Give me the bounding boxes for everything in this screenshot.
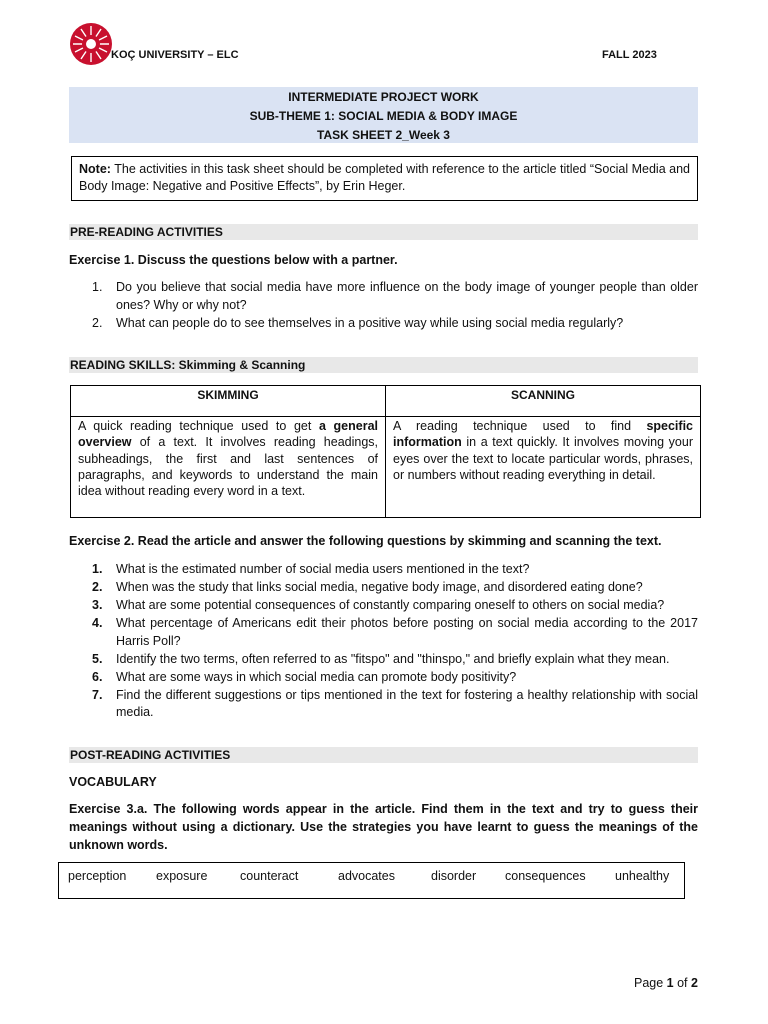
vocab-word: counteract [240,869,299,883]
list-item: 1. Do you believe that social media have more influence on the body image of younger people than older ones? Why or why not? [92,280,698,312]
post-reading-heading: POST-READING ACTIVITIES [69,747,698,763]
list-item: 7. Find the different suggestions or tips mentioned in the text for fostering a healthy relationship with social media. [92,687,698,719]
title-line-2: SUB-THEME 1: SOCIAL MEDIA & BODY IMAGE [249,109,518,123]
vocab-word: advocates [338,869,395,883]
term-label: FALL 2023 [602,49,657,61]
list-item: 1. What is the estimated number of social media users mentioned in the text? [92,562,530,576]
exercise-1-questions [69,279,698,333]
list-item: 2. When was the study that links social media, negative body image, and disordered eating done? [92,580,643,594]
vocab-word: perception [68,869,127,883]
title-line-3: TASK SHEET 2_Week 3 [317,128,450,142]
exercise-2-title: Exercise 2. Read the article and answer the following questions by skimming and scanning the text. [69,534,662,548]
exercise-3a-title: Exercise 3.a. The following words appear in the article. Find them in the text and try to guess their meanings without using a dictionary. Use the strategies you have learnt to guess the meanings of the unknown words. [69,802,698,852]
vocab-word: exposure [156,869,208,883]
exercise-2-questions [69,561,698,722]
university-name: KOÇ UNIVERSITY – ELC [111,49,239,61]
list-item: 2. What can people do to see themselves in a positive way while using social media regularly? [92,315,624,330]
vocab-word: disorder [431,869,477,883]
word-box [58,862,685,899]
list-item: 3. What are some potential consequences of constantly comparing oneself to others on social media? [92,598,665,612]
skimming-header: SKIMMING [71,386,386,417]
list-item: 4. What percentage of Americans edit their photos before posting on social media according to the 2017 Harris Poll? [92,616,698,648]
scanning-definition: A reading technique used to find specific information in a text quickly. It involves moving your eyes over the text to locate particular words, phrases, or numbers without reading everything in detail. [386,417,701,518]
scanning-header: SCANNING [386,386,701,417]
title-line-1: INTERMEDIATE PROJECT WORK [288,90,479,104]
page-number: Page 1 of 2 [634,976,698,990]
skills-table [70,385,701,518]
title-block [69,87,698,143]
note-text: The activities in this task sheet should be completed with reference to the article titled “Social Media and Body Image: Negative and Positive Effects”, by Erin Heger. [79,162,690,193]
pre-reading-heading: PRE-READING ACTIVITIES [69,224,698,240]
vocabulary-heading: VOCABULARY [69,775,157,789]
note-box [71,156,698,201]
note-label: Note: [79,162,111,176]
list-item: 5. Identify the two terms, often referred to as "fitspo" and "thinspo," and briefly explain what they mean. [92,651,670,666]
skimming-definition: A quick reading technique used to get a general overview of a text. It involves reading headings, subheadings, the first and last sentences of paragraphs, and keywords to understand the main idea without reading every word in a text. [71,417,386,518]
vocab-word: consequences [505,869,586,883]
koc-university-logo-icon [69,22,113,66]
vocab-word: unhealthy [615,869,670,883]
list-item: 6. What are some ways in which social media can promote body positivity? [92,669,517,684]
exercise-1-title: Exercise 1. Discuss the questions below with a partner. [69,253,398,267]
reading-skills-heading: READING SKILLS: Skimming & Scanning [69,357,698,373]
